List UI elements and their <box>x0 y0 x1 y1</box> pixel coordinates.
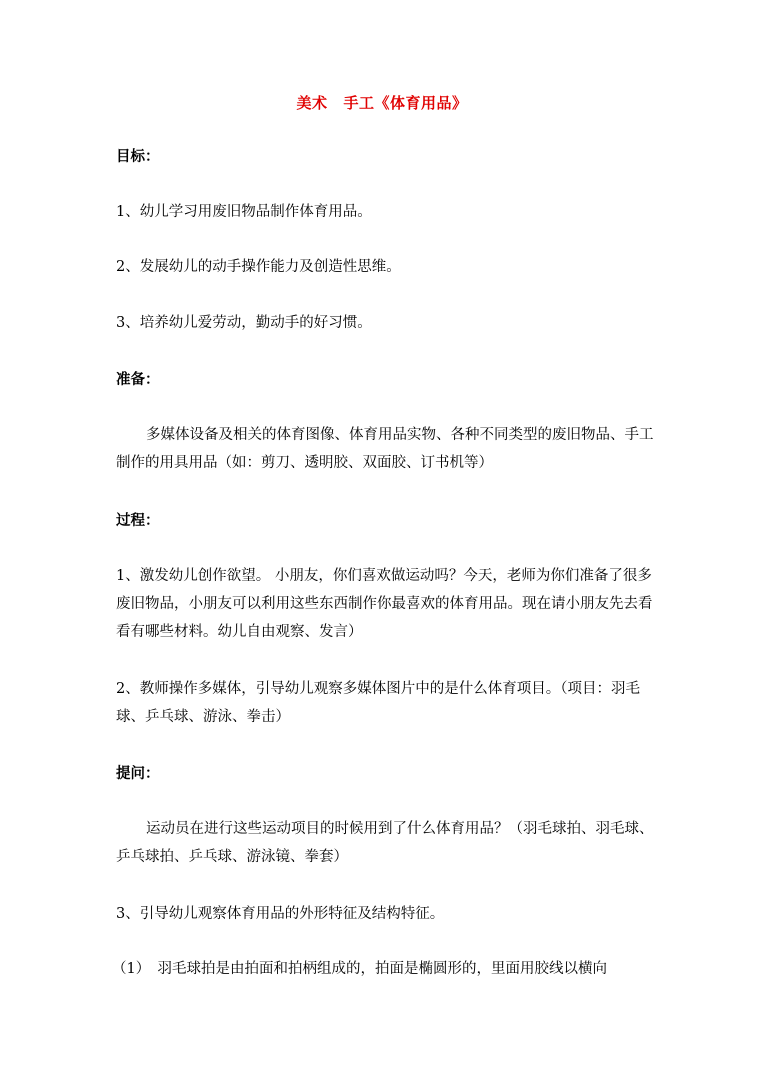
goal-heading: 目标： <box>116 148 160 165</box>
goal-item-2: 2、发展幼儿的动手操作能力及创造性思维。 <box>116 259 401 275</box>
goal-item-3: 3、培养幼儿爱劳动，勤动手的好习惯。 <box>116 315 372 331</box>
prep-paragraph: 多媒体设备及相关的体育图像、体育用品实物、各种不同类型的废旧物品、手工制作的用具用品（如：剪刀、透明胶、双面胶、订书机等） <box>116 427 654 471</box>
sub-item-1: （1） 羽毛球拍是由拍面和拍柄组成的，拍面是椭圆形的，里面用胶线以横向 <box>112 961 607 977</box>
title-part-2: 手工《体育用品》 <box>343 94 468 112</box>
goal-item-1: 1、幼儿学习用废旧物品制作体育用品。 <box>116 204 372 220</box>
prep-heading: 准备： <box>116 371 160 388</box>
question-paragraph: 运动员在进行这些运动项目的时候用到了什么体育用品？（羽毛球拍、羽毛球、乒乓球拍、乒乓球、游泳镜、拳套） <box>116 821 654 865</box>
document-title <box>0 92 764 113</box>
process-item-2: 2、教师操作多媒体，引导幼儿观察多媒体图片中的是什么体育项目。（项目：羽毛球、乒乓球、游泳、拳击） <box>116 681 640 725</box>
process-item-3: 3、引导幼儿观察体育用品的外形特征及结构特征。 <box>116 906 445 922</box>
question-heading: 提问： <box>116 765 160 782</box>
process-heading: 过程： <box>116 512 160 529</box>
title-part-1: 美术 <box>296 94 328 112</box>
process-item-1: 1、激发幼儿创作欲望。 小朋友，你们喜欢做运动吗？今天，老师为你们准备了很多废旧物品，小朋友可以利用这些东西制作你最喜欢的体育用品。现在请小朋友先去看看有哪些材料。幼儿自由观察、发言） <box>116 568 653 640</box>
